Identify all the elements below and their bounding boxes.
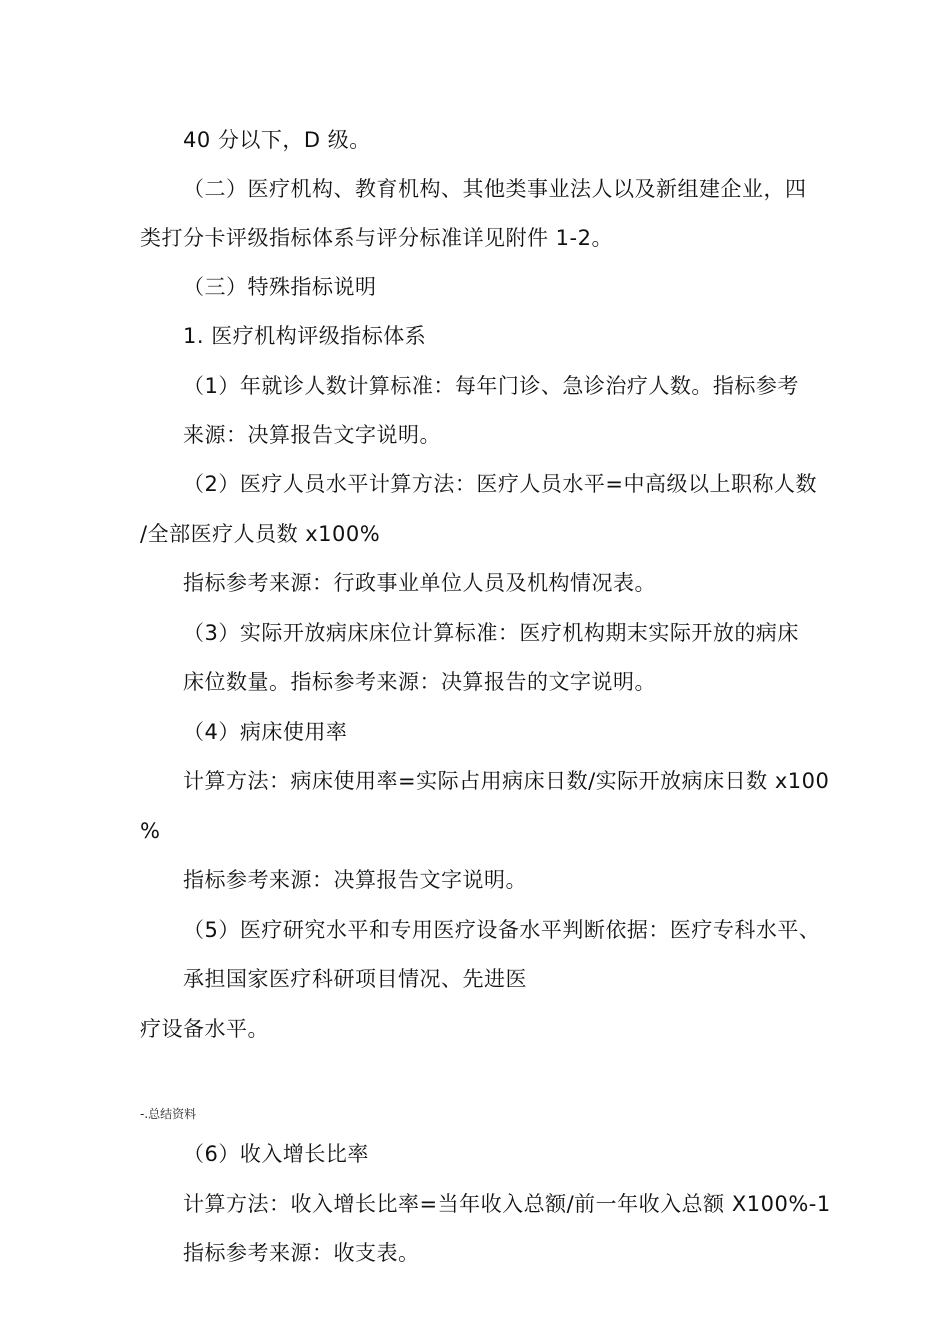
text-line: 来源：决算报告文字说明。 — [183, 423, 441, 447]
text-line: 计算方法：病床使用率=实际占用病床日数/实际开放病床日数 x100 — [183, 769, 830, 793]
text-line: 承担国家医疗科研项目情况、先进医 — [183, 967, 527, 991]
section-heading: （三）特殊指标说明 — [183, 275, 377, 299]
text-line: 指标参考来源：收支表。 — [183, 1241, 420, 1265]
text-line: （5）医疗研究水平和专用医疗设备水平判断依据：医疗专科水平、 — [183, 918, 821, 942]
page-footer: -.总结资料 — [140, 1107, 197, 1121]
text-line: 疗设备水平。 — [140, 1017, 269, 1041]
text-line: （4）病床使用率 — [183, 720, 348, 744]
text-line: （1）年就诊人数计算标准：每年门诊、急诊治疗人数。指标参考 — [183, 374, 799, 398]
subsection-heading: 1. 医疗机构评级指标体系 — [183, 324, 427, 348]
text-line: 指标参考来源：行政事业单位人员及机构情况表。 — [183, 571, 656, 595]
text-line: 床位数量。指标参考来源：决算报告的文字说明。 — [183, 670, 656, 694]
text-line: 指标参考来源：决算报告文字说明。 — [183, 868, 527, 892]
text-line: （2）医疗人员水平计算方法：医疗人员水平=中高级以上职称人数 — [183, 472, 817, 496]
text-line: 类打分卡评级指标体系与评分标准详见附件 1-2。 — [140, 226, 613, 250]
text-line: （6）收入增长比率 — [183, 1142, 369, 1166]
text-line: （3）实际开放病床床位计算标准：医疗机构期末实际开放的病床 — [183, 621, 799, 645]
text-line: 计算方法：收入增长比率=当年收入总额/前一年收入总额 X100%-1 — [183, 1192, 831, 1216]
text-line: % — [140, 819, 161, 843]
text-line: 40 分以下，D 级。 — [183, 128, 371, 152]
text-line: /全部医疗人员数 x100% — [140, 522, 381, 546]
text-line: （二）医疗机构、教育机构、其他类事业法人以及新组建企业，四 — [183, 177, 807, 201]
